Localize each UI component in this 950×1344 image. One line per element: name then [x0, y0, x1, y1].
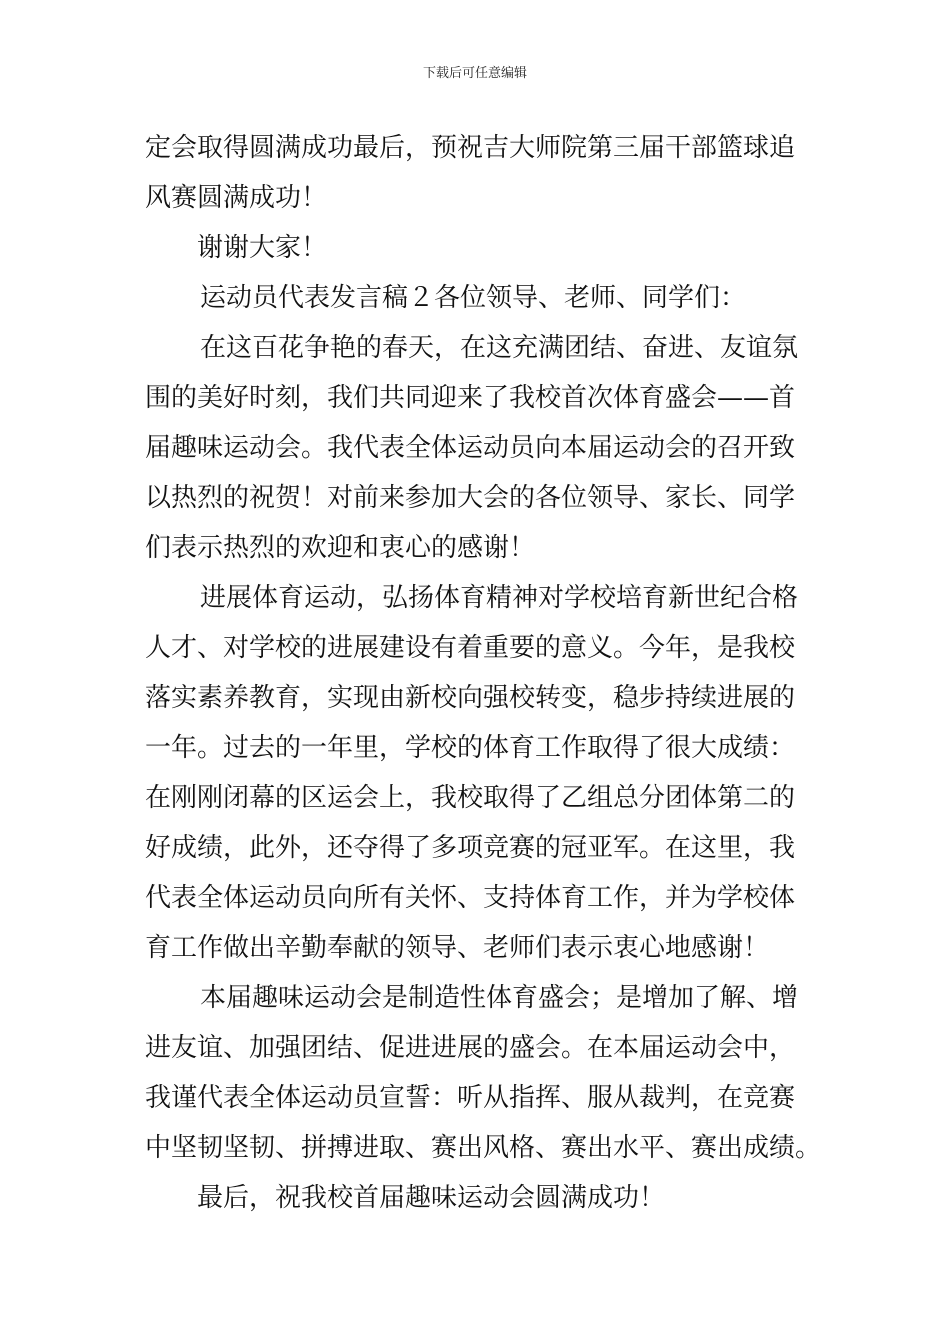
text-line: 好成绩，此外，还夺得了多项竞赛的冠亚军。在这里，我: [145, 833, 796, 863]
text-line: 届趣味运动会。我代表全体运动员向本届运动会的召开致: [145, 433, 796, 463]
text-line: 一年。过去的一年里，学校的体育工作取得了很大成绩：: [145, 733, 796, 763]
text-line: 定会取得圆满成功最后，预祝吉大师院第三届干部篮球追: [145, 133, 796, 163]
text-line: 育工作做出辛勤奉献的领导、老师们表示衷心地感谢！: [145, 933, 770, 963]
text-line: 以热烈的祝贺！对前来参加大会的各位领导、家长、同学: [145, 483, 796, 513]
text-line: 谢谢大家！: [197, 233, 328, 263]
text-line: 进友谊、加强团结、促进进展的盛会。在本届运动会中，: [145, 1033, 796, 1063]
text-line: 在这百花争艳的春天，在这充满团结、奋进、友谊氛: [200, 333, 799, 363]
text-line: 运动员代表发言稿２各位领导、老师、同学们：: [200, 283, 747, 313]
text-line: 代表全体运动员向所有关怀、支持体育工作，并为学校体: [145, 883, 796, 913]
text-line: 在刚刚闭幕的区运会上，我校取得了乙组总分团体第二的: [145, 783, 796, 813]
text-line: 风赛圆满成功！: [145, 183, 328, 213]
page-header: 下载后可任意编辑: [422, 66, 527, 81]
text-line: 人才、对学校的进展建设有着重要的意义。今年，是我校: [145, 633, 796, 663]
text-line: 本届趣味运动会是制造性体育盛会；是增加了解、增: [200, 983, 799, 1013]
text-line: 进展体育运动，弘扬体育精神对学校培育新世纪合格: [200, 583, 799, 613]
text-line: 们表示热烈的欢迎和衷心的感谢！: [145, 533, 536, 563]
text-line: 围的美好时刻，我们共同迎来了我校首次体育盛会——首: [145, 383, 796, 413]
text-line: 我谨代表全体运动员宣誓：听从指挥、服从裁判，在竞赛: [145, 1083, 796, 1113]
text-line: 中坚韧坚韧、拼搏进取、赛出风格、赛出水平、赛出成绩。: [145, 1133, 822, 1163]
document-body: [145, 123, 822, 1223]
text-line: 落实素养教育，实现由新校向强校转变，稳步持续进展的: [145, 683, 796, 713]
text-line: 最后，祝我校首届趣味运动会圆满成功！: [197, 1183, 666, 1213]
